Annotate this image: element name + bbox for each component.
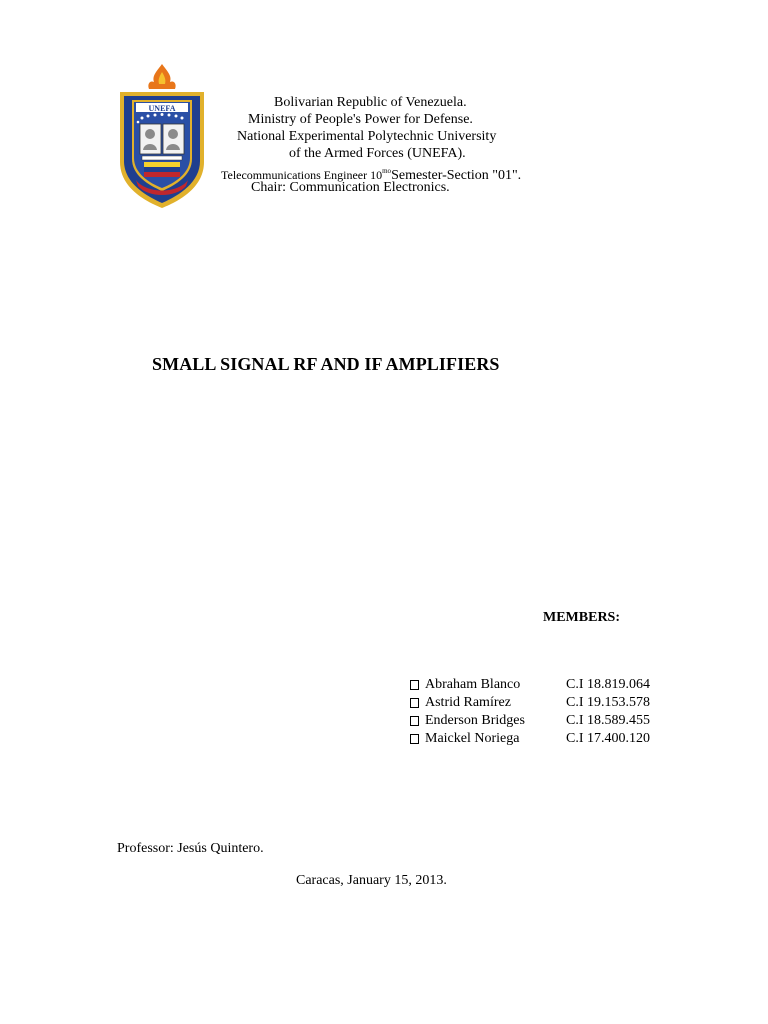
semester-prefix: Telecommunications Engineer 10 xyxy=(221,168,383,182)
header-line-chair: Chair: Communication Electronics. xyxy=(251,180,450,195)
member-name: Enderson Bridges xyxy=(425,713,525,728)
member-name: Abraham Blanco xyxy=(425,677,521,692)
semester-suffix: Semester-Section "01". xyxy=(391,168,522,183)
member-row xyxy=(410,730,650,748)
svg-text:UNEFA: UNEFA xyxy=(148,104,176,113)
member-id: C.I 18.819.064 xyxy=(566,677,650,692)
header-line-university: National Experimental Polytechnic University xyxy=(237,129,497,144)
document-title: SMALL SIGNAL RF AND IF AMPLIFIERS xyxy=(152,354,500,374)
member-name: Astrid Ramírez xyxy=(425,695,511,710)
member-row xyxy=(410,694,650,712)
member-id: C.I 18.589.455 xyxy=(566,713,650,728)
header-line-republic: Bolivarian Republic of Venezuela. xyxy=(274,95,467,110)
checkbox-bullet-icon xyxy=(410,698,419,708)
place-date-line: Caracas, January 15, 2013. xyxy=(296,873,447,888)
unefa-seal-logo xyxy=(116,62,208,212)
semester-superscript: mo xyxy=(382,167,392,175)
checkbox-bullet-icon xyxy=(410,734,419,744)
member-name: Maickel Noriega xyxy=(425,731,520,746)
checkbox-bullet-icon xyxy=(410,716,419,726)
member-id: C.I 17.400.120 xyxy=(566,731,650,746)
professor-line: Professor: Jesús Quintero. xyxy=(117,841,264,856)
header-line-armed-forces: of the Armed Forces (UNEFA). xyxy=(289,146,466,161)
member-id: C.I 19.153.578 xyxy=(566,695,650,710)
header-line-ministry: Ministry of People's Power for Defense. xyxy=(248,112,473,127)
member-row xyxy=(410,712,650,730)
checkbox-bullet-icon xyxy=(410,680,419,690)
members-heading: MEMBERS: xyxy=(543,610,620,625)
members-list xyxy=(410,676,650,748)
member-row xyxy=(410,676,650,694)
